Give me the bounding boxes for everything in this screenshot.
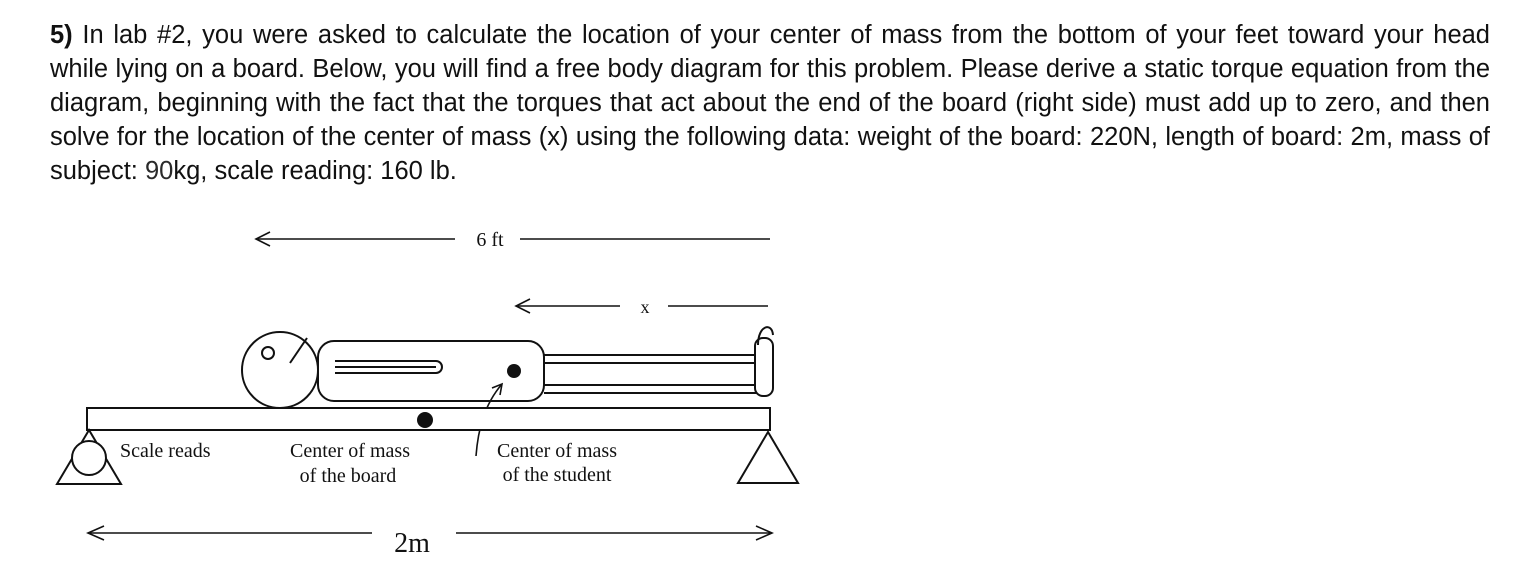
pivot-support [738,432,798,483]
two-m-dimension [88,526,772,540]
student-com-label-line2: of the student [502,464,612,486]
head [242,332,318,408]
board-com-label-line2: of the board [299,465,397,487]
question-body: In lab #2, you were asked to calculate the location of your center of mass from the bottom of your feet toward your head while lying on a board. Below, you will find a free body diagram for this problem. Please derive a static torque equation from the diagram, beginning with the fact that the torques that act about the end of the board (right side) must add up to zero, and then solve for the location of the center of mass (x) using the following data: weight of the board: 220N, length of board: 2m, mass of subject: [50,21,1490,185]
question-number: 5) [50,21,73,49]
board-com-dot [417,412,433,428]
scale-support [57,430,121,484]
six-ft-dimension [256,232,770,246]
student-com-dot [507,364,521,378]
x-label: x [640,297,650,317]
question-highlight: 90 [144,157,174,185]
question-body-end: kg, scale reading: 160 lb. [173,157,457,185]
foot [755,338,773,396]
person-figure [242,327,773,408]
student-com-label-line1: Center of mass [497,440,617,462]
scale-reads-label: Scale reads [120,440,211,462]
board-com-label-line1: Center of mass [290,440,410,462]
six-ft-label: 6 ft [476,229,504,251]
two-m-label: 2m [394,528,430,559]
